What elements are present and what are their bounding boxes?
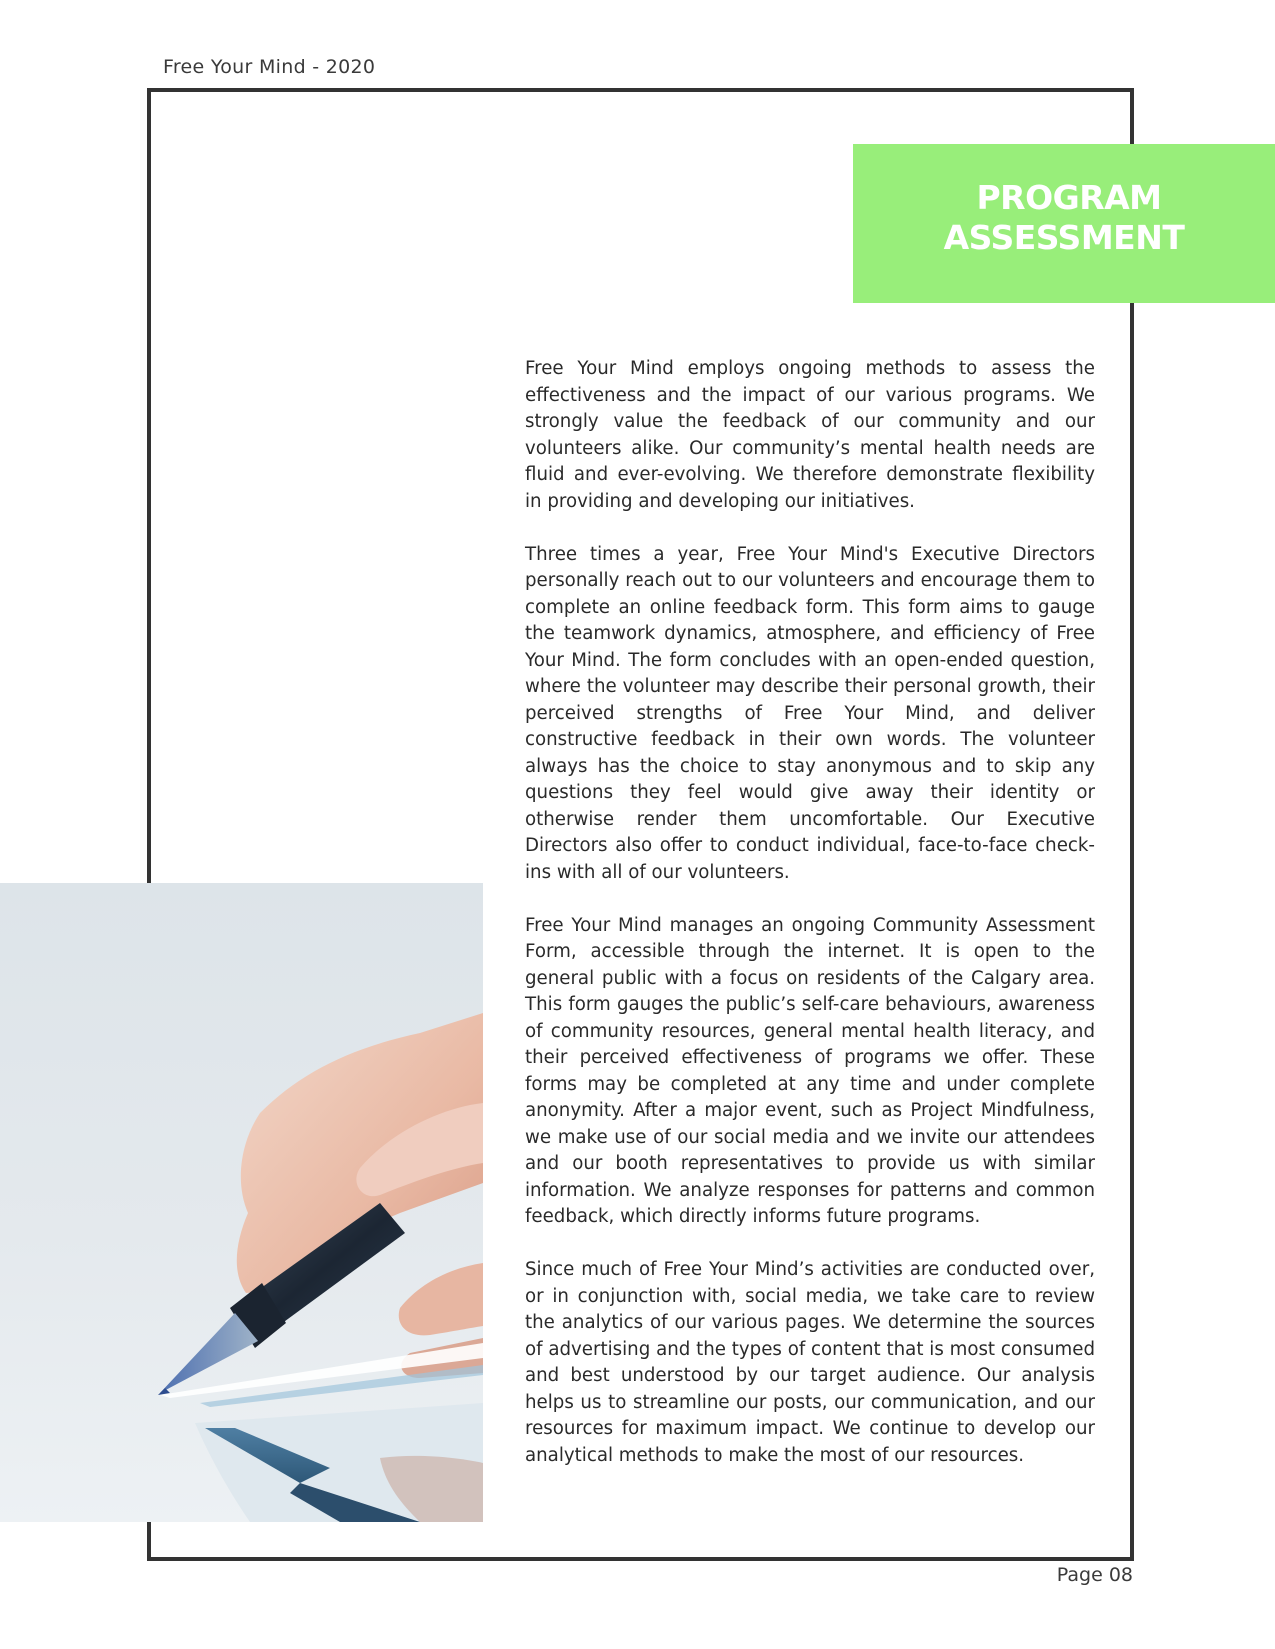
hand-writing-photo	[0, 883, 483, 1522]
paragraph-volunteer-feedback: Three times a year, Free Your Mind's Executive Directors personally reach out to our volunteers and encourage them to complete an online feedback form. This form aims to gauge the teamwork dynamics, atmosphere, and efficiency of Free Your Mind. The form concludes with an open-ended question, where the volunteer may describe their personal growth, their perceived strengths of Free Your Mind, and deliver constructive feedback in their own words. The volunteer always has the choice to stay anonymous and to skip any questions they feel would give away their identity or otherwise render them uncomfortable. Our Executive Directors also offer to conduct individual, face-to-face check-ins with all of our volunteers.	[525, 543, 1095, 883]
section-title-line-1: PROGRAM	[976, 178, 1162, 217]
section-title	[853, 178, 1275, 258]
document-header: Free Your Mind - 2020	[163, 56, 376, 78]
paragraph-community-assessment: Free Your Mind manages an ongoing Community Assessment Form, accessible through the internet. It is open to the general public with a focus on residents of the Calgary area. This form gauges the public’s self-care behaviours, awareness of community resources, general mental health literacy, and their perceived effectiveness of programs we offer. These forms may be completed at any time and under complete anonymity. After a major event, such as Project Mindfulness, we make use of our social media and we invite our attendees and our booth representatives to provide us with similar information. We analyze responses for patterns and common feedback, which directly informs future programs.	[525, 914, 1095, 1227]
page-number: Page 08	[1056, 1564, 1133, 1586]
section-title-line-2: ASSESSMENT	[943, 218, 1185, 257]
paragraph-social-media-analytics: Since much of Free Your Mind’s activities are conducted over, or in conjunction with, social media, we take care to review the analytics of our various pages. We determine the sources of advertising and the types of content that is most consumed and best understood by our target audience. Our analysis helps us to streamline our posts, our communication, and our resources for maximum impact. We continue to develop our analytical methods to make the most of our resources.	[525, 1259, 1095, 1466]
paragraph-intro: Free Your Mind employs ongoing methods to assess the effectiveness and the impact of our various programs. We strongly value the feedback of our community and our volunteers alike. Our community’s mental health needs are fluid and ever-evolving. We therefore demonstrate flexibility in providing and developing our initiatives.	[525, 358, 1095, 512]
pen-hand-illustration	[0, 883, 483, 1522]
section-title-banner	[853, 144, 1275, 303]
body-text	[525, 356, 1095, 1496]
